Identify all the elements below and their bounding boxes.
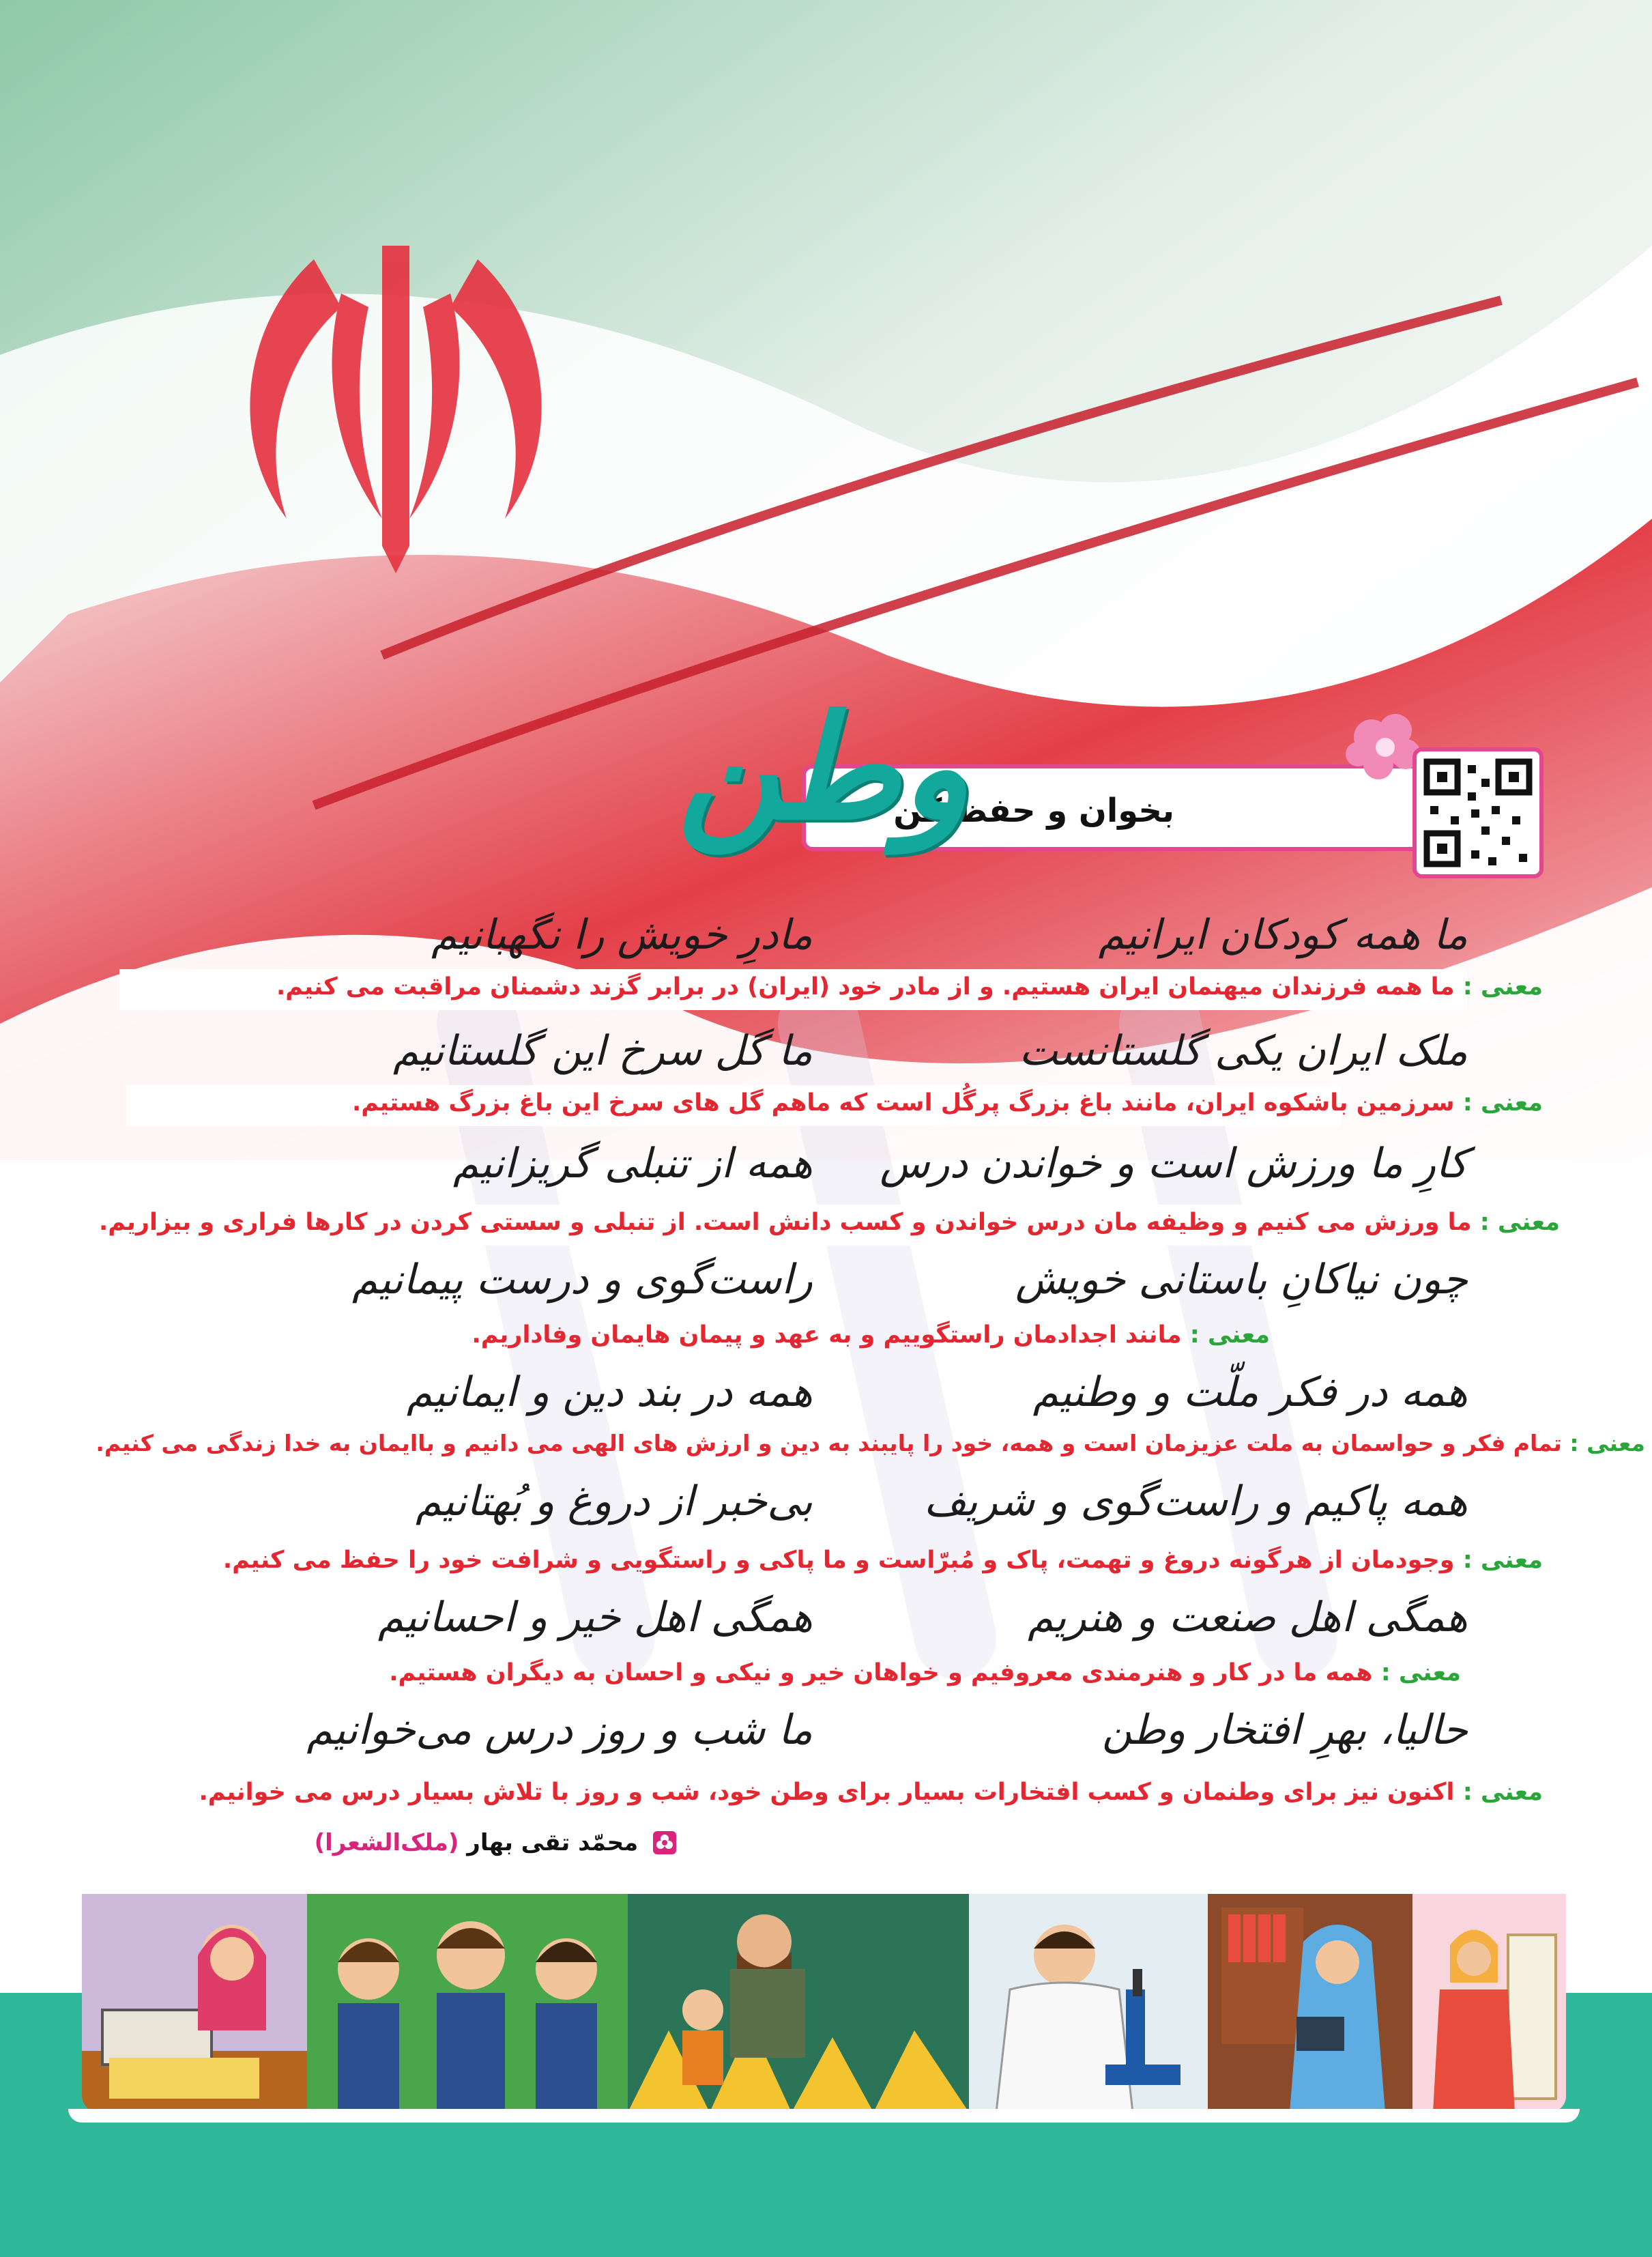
hemistich: حالیا، بهرِ افتخار وطن (1102, 1706, 1468, 1754)
page-title: وطن (677, 683, 970, 852)
hemistich: ما شب و روز درس می‌خوانیم (306, 1706, 813, 1754)
illustration-girl-painting (1412, 1894, 1566, 2112)
illustration-strip (82, 1894, 1566, 2112)
hemistich: مادرِ خویش را نگهبانیم (431, 911, 813, 959)
verse-4 (308, 1256, 1468, 1324)
hemistich: ملک ایران یکی گلستانست (1019, 1027, 1468, 1075)
verse-6 (308, 1478, 1468, 1546)
meaning-1: معنی : ما همه فرزندان میهنمان ایران هستیم. و از مادر خود (ایران) در برابر گزند دشمنان مراقبت می کنیم. (276, 973, 1543, 1001)
hemistich: همه در فکر ملّت و وطنیم (1032, 1368, 1468, 1416)
meaning-3: معنی : ما ورزش می کنیم و وظیفه مان درس خواندن و کسب دانش است. از تنبلی و سستی کردن در کارها فراری و بیزاریم. (98, 1209, 1560, 1236)
hemistich: راست‌گوی و درست پیمانیم (352, 1256, 813, 1304)
verse-3 (308, 1140, 1468, 1208)
illustration-scientist-microscope (969, 1894, 1208, 2112)
verse-7 (308, 1594, 1468, 1662)
hemistich: ما گل سرخ این گلستانیم (393, 1027, 813, 1075)
card-bottom (68, 2109, 1580, 2123)
meaning-6: معنی : وجودمان از هرگونه دروغ و تهمت، پاک و مُبرّاست و ما پاکی و راستگویی و شرافت خود را حفظ می کنیم. (222, 1547, 1543, 1574)
illustration-farmer-and-child (628, 1894, 969, 2112)
meaning-2: معنی : سرزمین باشکوه ایران، مانند باغ بزرگ پرگُل است که ماهم گل های سرخ این باغ بزرگ هستیم. (351, 1089, 1543, 1117)
verse-5 (308, 1368, 1468, 1437)
meaning-5: معنی : تمام فکر و حواسمان به ملت عزیزمان است و همه، خود را پایبند به دین و ارزش های الهی می دانیم و باایمان به خدا زندگی می کنیم. (96, 1430, 1645, 1456)
hemistich: چون نیاکانِ باستانی خویش (1015, 1256, 1468, 1304)
hemistich: همگی اهل خیر و احسانیم (377, 1594, 813, 1641)
hemistich: همه در بند دین و ایمانیم (407, 1368, 813, 1416)
hemistich: بی‌خبر از دروغ و بُهتانیم (416, 1478, 813, 1525)
author-name: محمّد تقی بهار (467, 1829, 639, 1856)
hemistich: همه پاکیم و راست‌گوی و شریف (924, 1478, 1468, 1525)
subtitle: بخوان و حفظ کن (893, 792, 1174, 830)
illustration-schoolboys (307, 1894, 628, 2112)
hemistich: همگی اهل صنعت و هنریم (1028, 1594, 1468, 1641)
hemistich: همه از تنبلی گریزانیم (452, 1140, 813, 1188)
hemistich: ما همه کودکان ایرانیم (1098, 911, 1468, 959)
author (315, 1829, 676, 1856)
illustration-girl-sewing (82, 1894, 307, 2112)
flower-bullet-icon (653, 1831, 676, 1854)
hemistich: کارِ ما ورزش است و خواندن درس (880, 1140, 1468, 1188)
verse-8 (308, 1706, 1468, 1774)
meaning-8: معنی : اکنون نیز برای وطنمان و کسب افتخارات بسیار برای وطن خود، شب و روز با تلاش بسیار درس می خوانیم. (199, 1779, 1543, 1806)
meaning-4: معنی : مانند اجدادمان راستگوییم و به عهد و پیمان هایمان وفاداریم. (472, 1321, 1270, 1349)
illustration-girl-reading (1208, 1894, 1412, 2112)
meaning-7: معنی : همه ما در کار و هنرمندی معروفیم و خواهان خیر و نیکی و احسان به دیگران هستیم. (389, 1659, 1461, 1686)
author-title: (ملک‌الشعرا) (314, 1829, 459, 1856)
qr-code-icon[interactable] (1412, 747, 1544, 878)
